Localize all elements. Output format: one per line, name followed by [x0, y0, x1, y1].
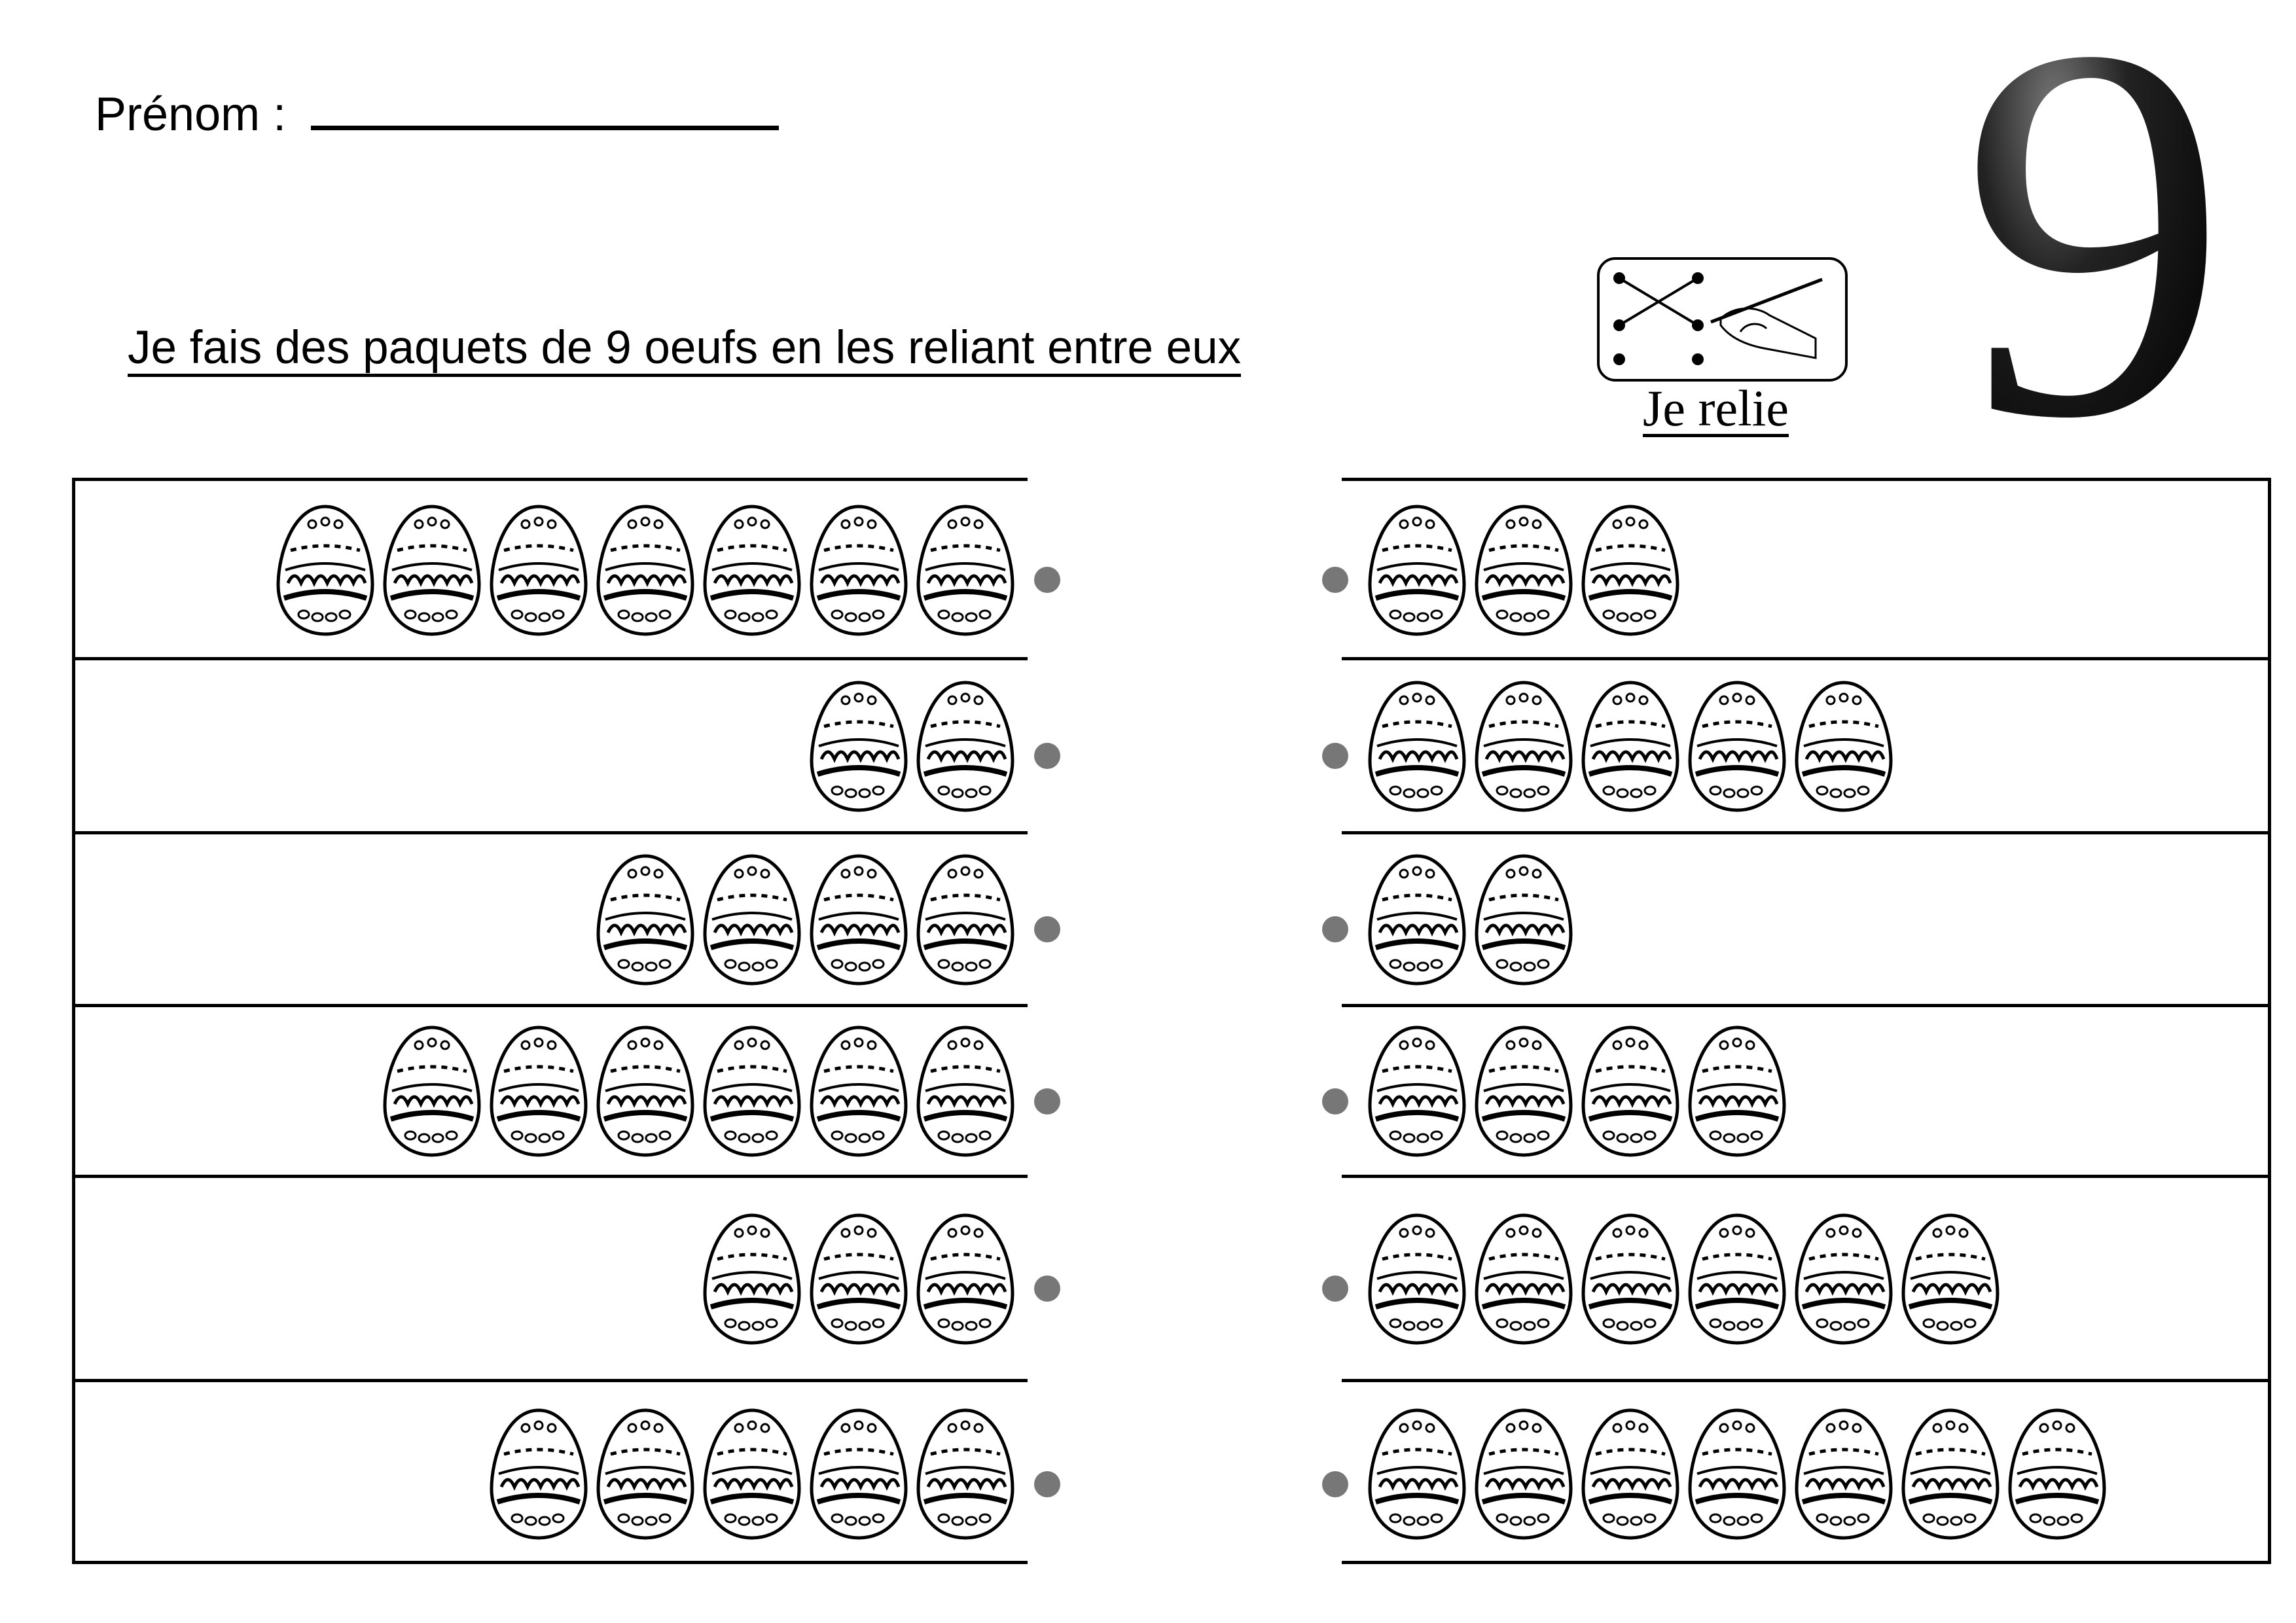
easter-egg-icon — [596, 503, 694, 637]
easter-egg-icon — [1475, 853, 1573, 987]
easter-egg-icon — [383, 1024, 481, 1158]
easter-egg-icon — [1475, 679, 1573, 813]
easter-egg-icon — [1581, 1024, 1679, 1158]
big-nine-glyph: 9 — [1960, 7, 2229, 458]
easter-egg-icon — [1475, 1024, 1573, 1158]
easter-egg-icon — [1368, 1212, 1466, 1346]
row-divider — [75, 1379, 1028, 1382]
easter-egg-icon — [1901, 1407, 2000, 1541]
right-row-6 — [1342, 1381, 2268, 1567]
row-divider — [75, 657, 1028, 660]
easter-egg-icon — [703, 853, 801, 987]
easter-egg-icon — [916, 1024, 1014, 1158]
row-divider — [1342, 1004, 2268, 1007]
easter-egg-icon — [916, 1212, 1014, 1346]
connection-dot[interactable] — [1322, 567, 1348, 593]
easter-egg-icon — [703, 1024, 801, 1158]
easter-egg-icon — [1368, 503, 1466, 637]
easter-egg-icon — [1581, 503, 1679, 637]
name-field-label — [95, 79, 779, 141]
easter-egg-icon — [1581, 1212, 1679, 1346]
row-divider — [1342, 831, 2268, 834]
right-row-1 — [1342, 481, 2268, 659]
right-row-4 — [1342, 1006, 2268, 1177]
connection-dot[interactable] — [1322, 916, 1348, 942]
right-egg-panel — [1342, 478, 2271, 1564]
easter-egg-icon — [810, 853, 908, 987]
connection-dot[interactable] — [1034, 1471, 1060, 1497]
connection-dot[interactable] — [1034, 567, 1060, 593]
easter-egg-icon — [1901, 1212, 2000, 1346]
name-blank-line[interactable] — [311, 79, 779, 130]
connection-dot[interactable] — [1034, 1088, 1060, 1115]
row-divider — [75, 831, 1028, 834]
left-row-2 — [75, 659, 1028, 833]
left-row-1 — [75, 481, 1028, 659]
easter-egg-icon — [276, 503, 374, 637]
left-row-5 — [75, 1177, 1028, 1381]
row-divider — [75, 1004, 1028, 1007]
easter-egg-icon — [1688, 679, 1786, 813]
easter-egg-icon — [490, 503, 588, 637]
easter-egg-icon — [596, 853, 694, 987]
right-row-3 — [1342, 833, 2268, 1006]
easter-egg-icon — [916, 1407, 1014, 1541]
right-row-2 — [1342, 659, 2268, 833]
easter-egg-icon — [1368, 1407, 1466, 1541]
easter-egg-icon — [1475, 1212, 1573, 1346]
easter-egg-icon — [1368, 1024, 1466, 1158]
connection-dot[interactable] — [1034, 1275, 1060, 1302]
row-divider — [1342, 657, 2268, 660]
easter-egg-icon — [916, 503, 1014, 637]
connection-dot[interactable] — [1034, 916, 1060, 942]
connection-dot[interactable] — [1322, 1088, 1348, 1115]
relie-label: Je relie — [1643, 380, 1789, 437]
easter-egg-icon — [490, 1407, 588, 1541]
easter-egg-icon — [1475, 1407, 1573, 1541]
easter-egg-icon — [596, 1024, 694, 1158]
right-row-5 — [1342, 1177, 2268, 1381]
connection-dot[interactable] — [1322, 1471, 1348, 1497]
left-row-6 — [75, 1381, 1028, 1567]
easter-egg-icon — [1688, 1024, 1786, 1158]
connection-dot[interactable] — [1322, 743, 1348, 769]
easter-egg-icon — [1795, 679, 1893, 813]
easter-egg-icon — [916, 679, 1014, 813]
instruction-text: Je fais des paquets de 9 oeufs en les reliant entre eux — [128, 323, 1241, 377]
easter-egg-icon — [810, 1407, 908, 1541]
easter-egg-icon — [596, 1407, 694, 1541]
easter-egg-icon — [1688, 1407, 1786, 1541]
easter-egg-icon — [1475, 503, 1573, 637]
easter-egg-icon — [1581, 1407, 1679, 1541]
row-divider — [75, 1175, 1028, 1178]
easter-egg-icon — [1368, 853, 1466, 987]
easter-egg-icon — [703, 503, 801, 637]
easter-egg-icon — [1688, 1212, 1786, 1346]
easter-egg-icon — [2008, 1407, 2106, 1541]
easter-egg-icon — [490, 1024, 588, 1158]
easter-egg-icon — [810, 503, 908, 637]
easter-egg-icon — [1368, 679, 1466, 813]
row-divider — [1342, 1175, 2268, 1178]
left-egg-panel — [72, 478, 1028, 1564]
easter-egg-icon — [1581, 679, 1679, 813]
connect-dots-pencil-icon — [1597, 257, 1848, 382]
connection-dot[interactable] — [1034, 743, 1060, 769]
easter-egg-icon — [703, 1407, 801, 1541]
connection-dot[interactable] — [1322, 1275, 1348, 1302]
easter-egg-icon — [1795, 1212, 1893, 1346]
row-divider — [1342, 1379, 2268, 1382]
easter-egg-icon — [810, 679, 908, 813]
easter-egg-icon — [703, 1212, 801, 1346]
easter-egg-icon — [810, 1024, 908, 1158]
easter-egg-icon — [1795, 1407, 1893, 1541]
easter-egg-icon — [383, 503, 481, 637]
big-number-nine — [1957, 7, 2232, 458]
easter-egg-icon — [916, 853, 1014, 987]
left-row-4 — [75, 1006, 1028, 1177]
easter-egg-icon — [810, 1212, 908, 1346]
left-row-3 — [75, 833, 1028, 1006]
name-label: Prénom : — [95, 88, 287, 141]
